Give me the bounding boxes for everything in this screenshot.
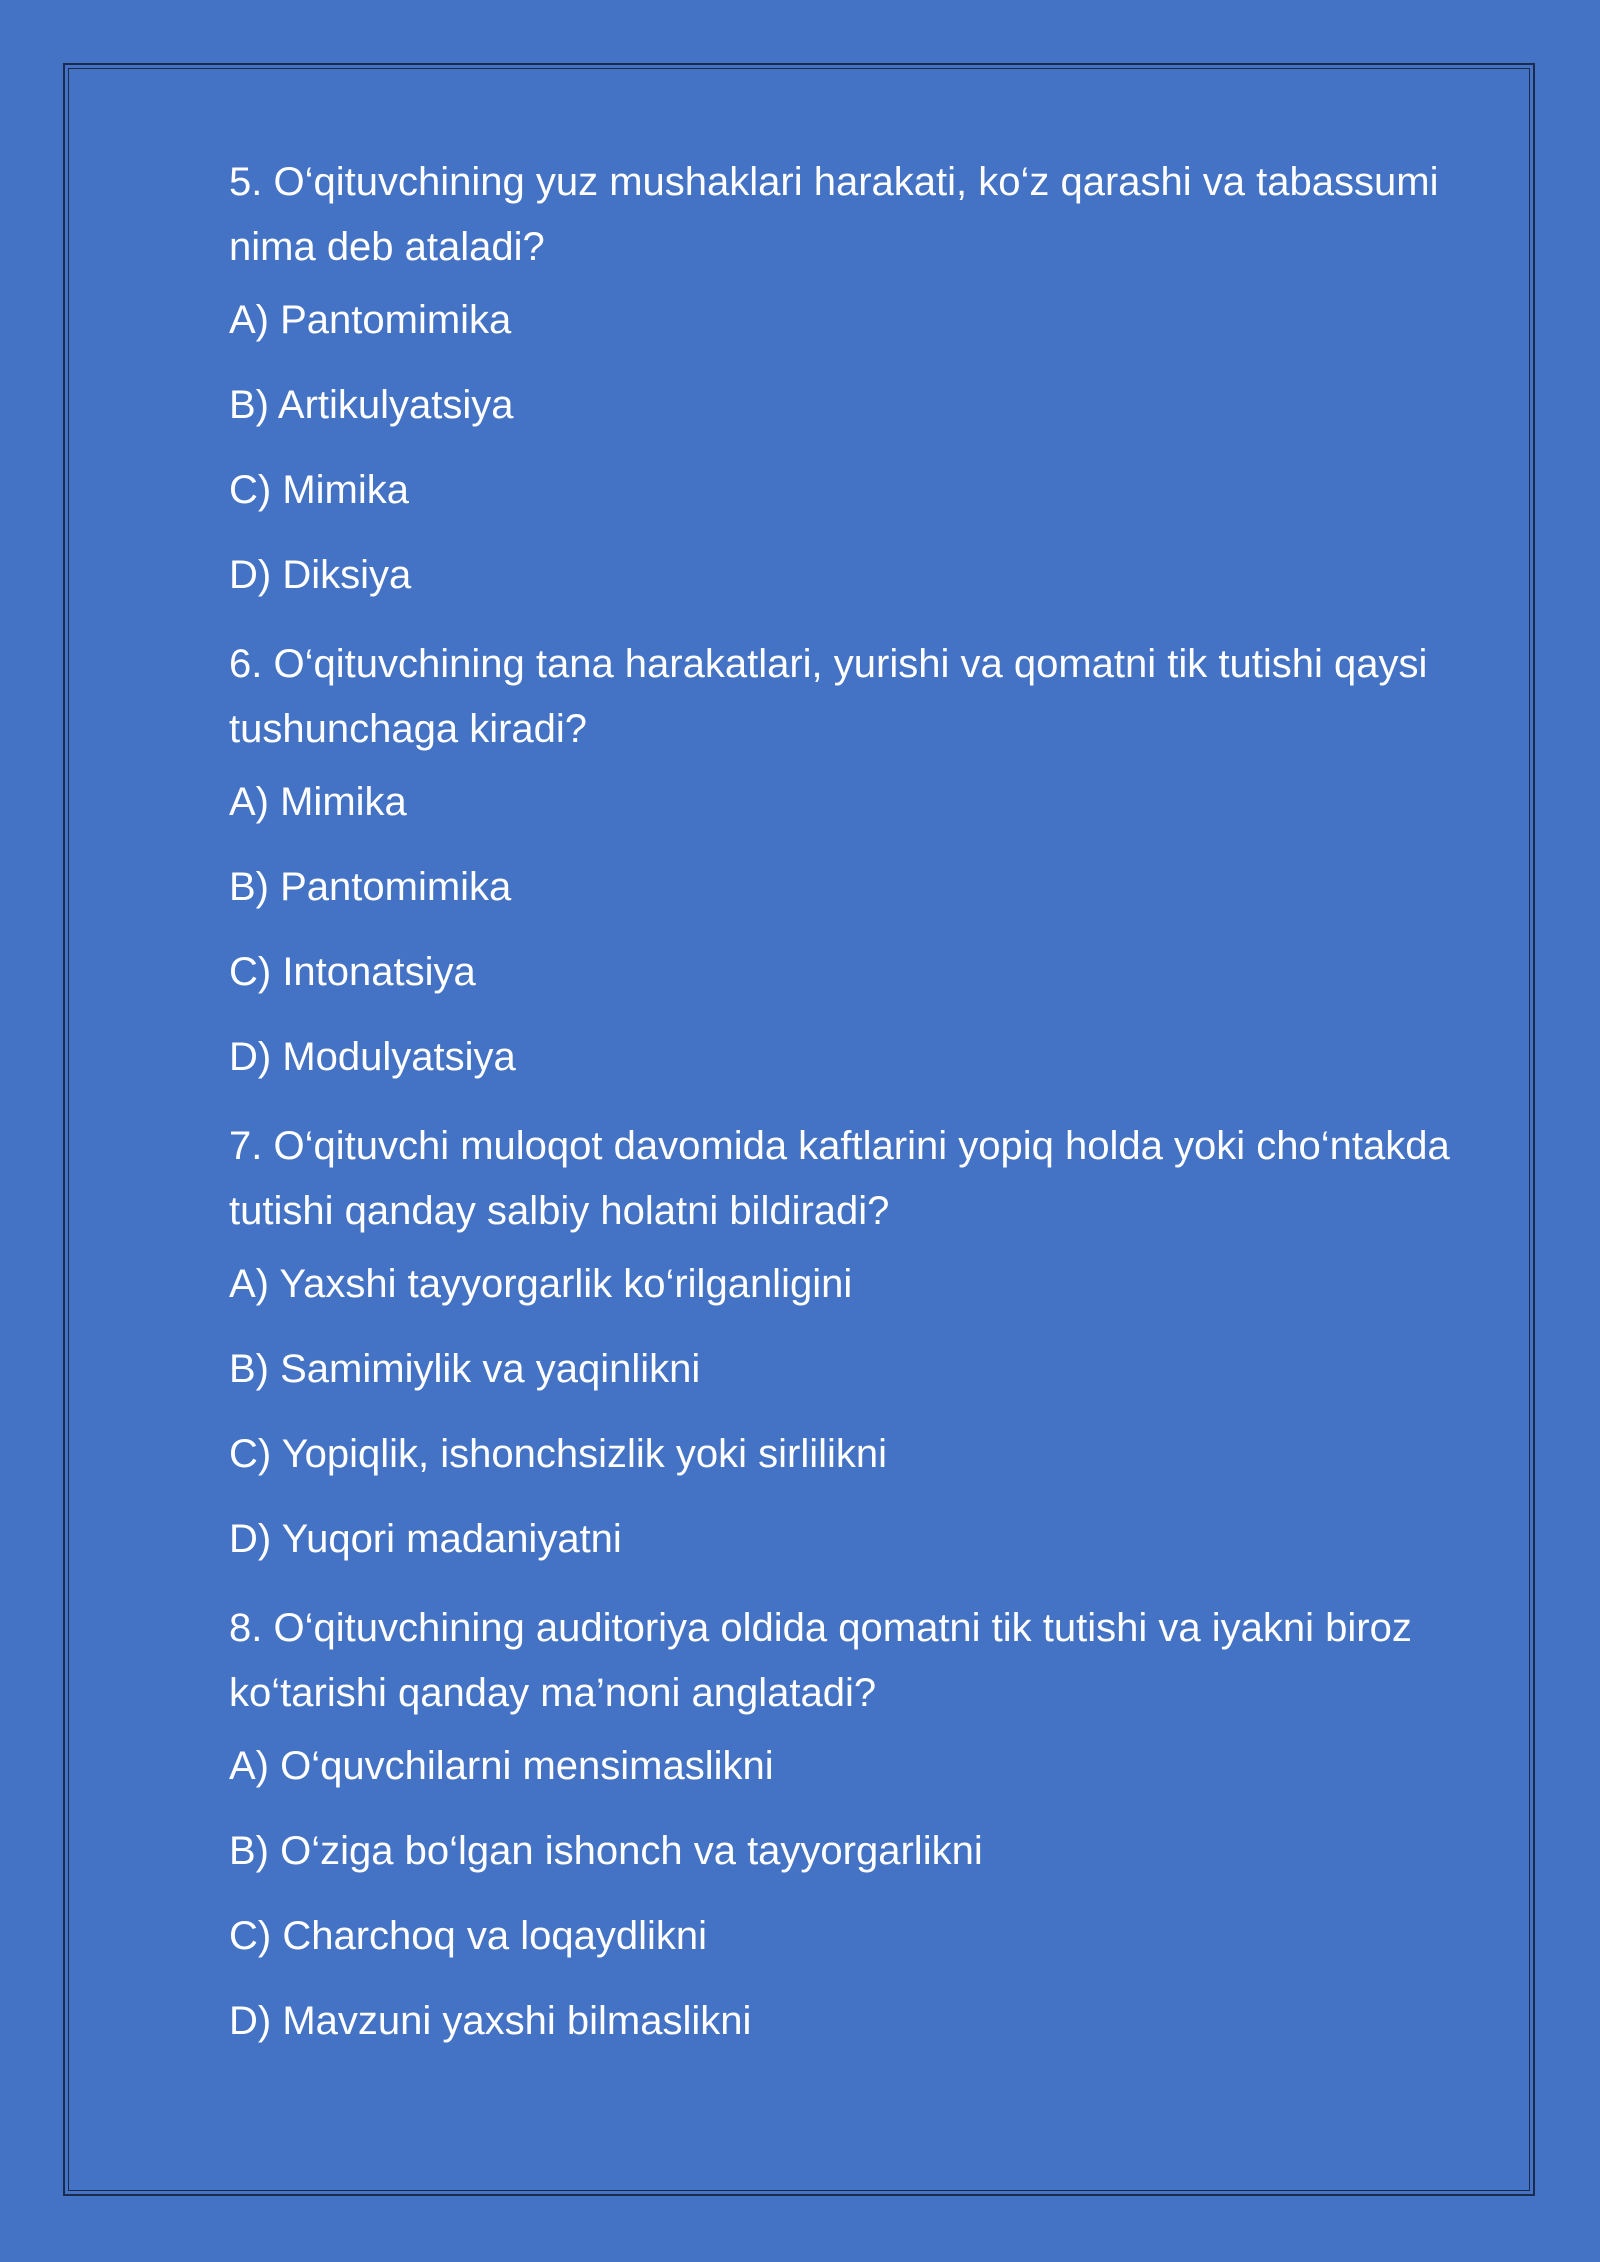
option-b: B) Samimiylik va yaqinlikni xyxy=(229,1347,701,1391)
option-b: B) O‘ziga bo‘lgan ishonch va tayyorgarlikni xyxy=(229,1829,983,1873)
option-d: D) Yuqori madaniyatni xyxy=(229,1517,622,1561)
option-d: D) Mavzuni yaxshi bilmaslikni xyxy=(229,1999,752,2043)
option-d: D) Modulyatsiya xyxy=(229,1035,516,1079)
question-text: 7. O‘qituvchi muloqot davomida kaftlarini yopiq holda yoki cho‘ntakda tutishi qanday salbiy holatni bildiradi? xyxy=(229,1124,1450,1233)
quiz-content xyxy=(229,150,1489,2078)
question-6 xyxy=(229,632,1489,1085)
question-5 xyxy=(229,150,1489,603)
option-a: A) O‘quvchilarni mensimaslikni xyxy=(229,1744,774,1788)
option-d: D) Diksiya xyxy=(229,553,412,597)
question-text: 6. O‘qituvchining tana harakatlari, yurishi va qomatni tik tutishi qaysi tushunchaga kiradi? xyxy=(229,642,1428,751)
question-7 xyxy=(229,1114,1489,1567)
option-a: A) Yaxshi tayyorgarlik ko‘rilganligini xyxy=(229,1262,853,1306)
option-c: C) Mimika xyxy=(229,468,409,512)
question-8 xyxy=(229,1596,1489,2049)
question-text: 5. O‘qituvchining yuz mushaklari harakati, ko‘z qarashi va tabassumi nima deb ataladi? xyxy=(229,160,1439,269)
question-text: 8. O‘qituvchining auditoriya oldida qomatni tik tutishi va iyakni biroz ko‘tarishi qanday ma’noni anglatadi? xyxy=(229,1606,1412,1715)
option-a: A) Pantomimika xyxy=(229,298,512,342)
option-b: B) Pantomimika xyxy=(229,865,512,909)
option-a: A) Mimika xyxy=(229,780,407,824)
option-b: B) Artikulyatsiya xyxy=(229,383,514,427)
option-c: C) Yopiqlik, ishonchsizlik yoki sirlilikni xyxy=(229,1432,888,1476)
option-c: C) Intonatsiya xyxy=(229,950,476,994)
option-c: C) Charchoq va loqaydlikni xyxy=(229,1914,708,1958)
